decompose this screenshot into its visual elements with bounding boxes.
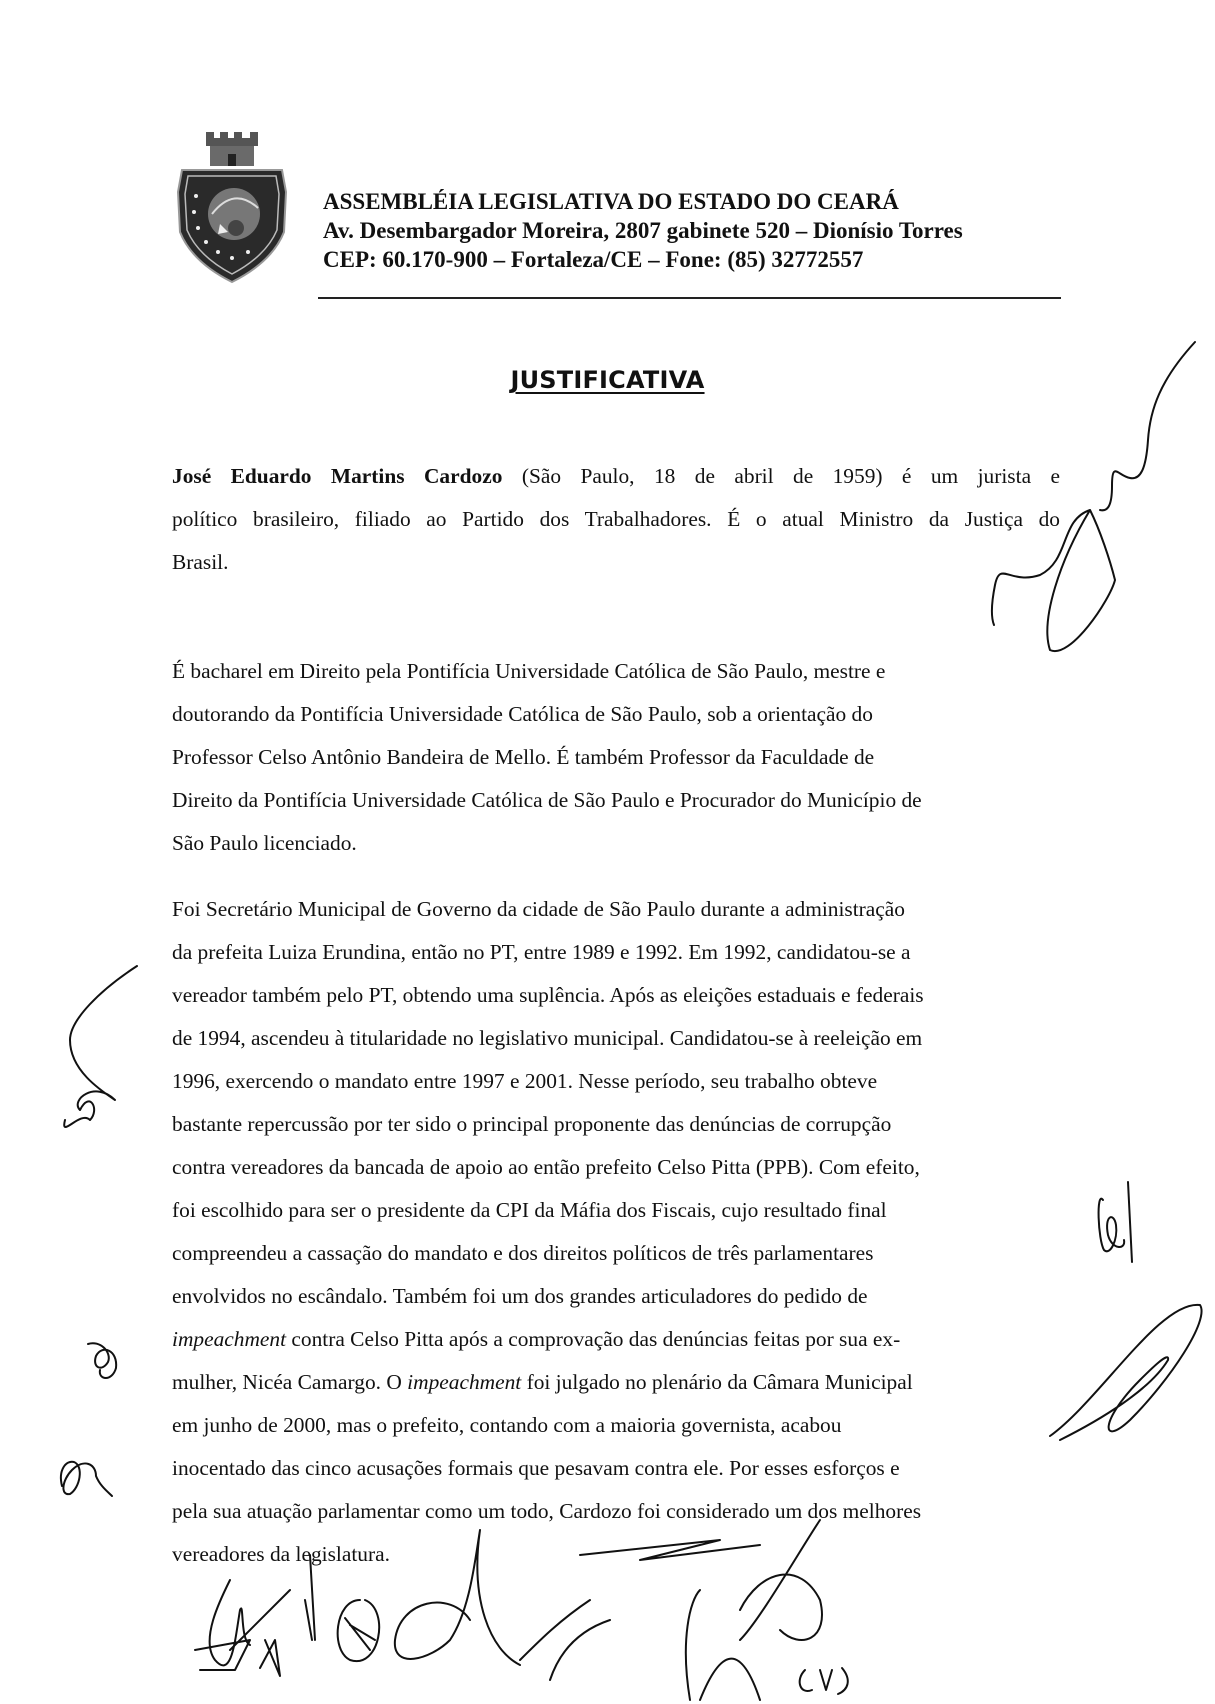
title-text: JUSTIFICATIVA: [510, 366, 705, 394]
line-text: vereadores da legislatura.: [172, 1542, 390, 1566]
line-text: É bacharel em Direito pela Pontifícia Universidade Católica de São Paulo, mestre e: [172, 659, 886, 683]
line-text: mulher, Nicéa Camargo. O: [172, 1370, 408, 1394]
paragraph-line: [172, 736, 1060, 779]
line-text: contra vereadores da bancada de apoio ao então prefeito Celso Pitta (PPB). Com efeito,: [172, 1155, 920, 1179]
signature-bottom-pv: [800, 1668, 848, 1694]
line-text: pela sua atuação parlamentar como um todo, Cardozo foi considerado um dos melhores: [172, 1499, 922, 1523]
paragraph-line: [172, 693, 1060, 736]
paragraph-line: [172, 1060, 1060, 1103]
signature-bottom-1: [195, 1580, 250, 1670]
paragraph-line: [172, 455, 1060, 498]
paragraph-line: [172, 1232, 1060, 1275]
paragraph-line: [172, 1404, 1060, 1447]
paragraph-line: [172, 1533, 1060, 1576]
line-text: foi julgado no plenário da Câmara Municipal: [521, 1370, 913, 1394]
line-text: inocentado das cinco acusações formais que pesavam contra ele. Por esses esforços e: [172, 1456, 900, 1480]
paragraph-line: [172, 1361, 1060, 1404]
header-divider: [318, 297, 1061, 299]
line-text: doutorando da Pontifícia Universidade Católica de São Paulo, sob a orientação do: [172, 702, 873, 726]
line-text: político brasileiro, filiado ao Partido dos Trabalhadores. É o atual Ministro da Justiça do: [172, 507, 1060, 531]
line-text: bastante repercussão por ter sido o principal proponente das denúncias de corrupção: [172, 1112, 892, 1136]
state-coat-of-arms-icon: [172, 132, 292, 284]
paragraph-line: [172, 1146, 1060, 1189]
paragraph-1: [172, 455, 1060, 584]
line-text: Direito da Pontifícia Universidade Católica de São Paulo e Procurador do Município de: [172, 788, 922, 812]
institution-name: ASSEMBLÉIA LEGISLATIVA DO ESTADO DO CEARÁ: [323, 189, 899, 214]
line-text: envolvidos no escândalo. Também foi um dos grandes articuladores do pedido de: [172, 1284, 868, 1308]
paragraph-line: [172, 1103, 1060, 1146]
line-text: compreendeu a cassação do mandato e dos direitos políticos de três parlamentares: [172, 1241, 874, 1265]
paragraph-line: [172, 779, 1060, 822]
initials-left-margin-1: [64, 966, 137, 1127]
paragraph-line: [172, 888, 1060, 931]
paragraph-line: [172, 541, 1060, 584]
paragraph-2: [172, 650, 1060, 865]
paragraph-line: [172, 974, 1060, 1017]
signature-bottom-3: [338, 1600, 380, 1661]
initials-left-margin-2: [88, 1343, 116, 1378]
line-text: Professor Celso Antônio Bandeira de Mello. É também Professor da Faculdade de: [172, 745, 875, 769]
line-text: Foi Secretário Municipal de Governo da cidade de São Paulo durante a administração: [172, 897, 905, 921]
paragraph-line: [172, 1447, 1060, 1490]
line-text: São Paulo licenciado.: [172, 831, 357, 855]
paragraph-line: [172, 1275, 1060, 1318]
paragraph-line: [172, 931, 1060, 974]
institution-contact: CEP: 60.170-900 – Fortaleza/CE – Fone: (85) 32772557: [323, 247, 864, 272]
paragraph-line: [172, 498, 1060, 541]
line-text: foi escolhido para ser o presidente da CPI da Máfia dos Fiscais, cujo resultado final: [172, 1198, 887, 1222]
line-text: (São Paulo, 18 de abril de 1959) é um jurista e: [502, 464, 1060, 488]
person-name: José Eduardo Martins Cardozo: [172, 464, 503, 488]
line-text: em junho de 2000, mas o prefeito, contando com a maioria governista, acabou: [172, 1413, 842, 1437]
line-text: vereador também pelo PT, obtendo uma suplência. Após as eleições estaduais e federais: [172, 983, 924, 1007]
institution-address: Av. Desembargador Moreira, 2807 gabinete 520 – Dionísio Torres: [323, 218, 963, 243]
paragraph-line: [172, 650, 1060, 693]
initials-left-margin-3: [61, 1462, 112, 1496]
italic-term: impeachment: [407, 1370, 522, 1394]
signature-right-margin-2: [1050, 1305, 1202, 1440]
italic-term: impeachment: [172, 1327, 287, 1351]
document-title: [0, 366, 1215, 394]
paragraph-line: [172, 1318, 1060, 1361]
initials-right-margin-1: [1099, 1182, 1132, 1262]
paragraph-line: [172, 1490, 1060, 1533]
line-text: Brasil.: [172, 550, 229, 574]
line-text: de 1994, ascendeu à titularidade no legislativo municipal. Candidatou-se à reeleição em: [172, 1026, 923, 1050]
paragraph-line: [172, 1189, 1060, 1232]
paragraph-line: [172, 1017, 1060, 1060]
letterhead: [323, 187, 963, 274]
line-text: da prefeita Luiza Erundina, então no PT, entre 1989 e 1992. Em 1992, candidatou-se a: [172, 940, 911, 964]
line-text: 1996, exercendo o mandato entre 1997 e 2001. Nesse período, seu trabalho obteve: [172, 1069, 878, 1093]
paragraph-line: [172, 822, 1060, 865]
paragraph-3: [172, 888, 1060, 1576]
line-text: contra Celso Pitta após a comprovação das denúncias feitas por sua ex-: [286, 1327, 901, 1351]
